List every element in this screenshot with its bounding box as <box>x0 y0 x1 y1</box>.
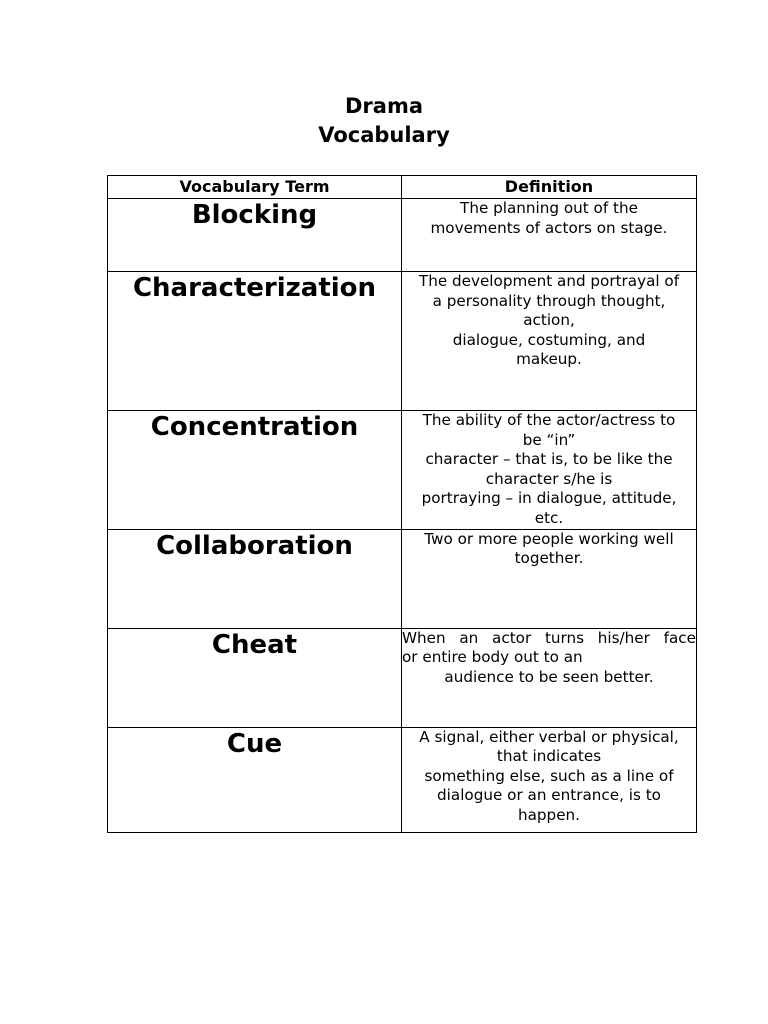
table-header-row <box>108 176 697 199</box>
definition-line: audience to be seen better. <box>444 667 654 686</box>
term-cell: Cue <box>108 727 402 832</box>
header-definition: Definition <box>402 176 697 199</box>
definition-cell <box>402 272 697 411</box>
term-cell: Concentration <box>108 411 402 530</box>
definition-line: a personality through thought, <box>432 291 666 310</box>
definition-line: be “in” <box>522 430 576 449</box>
definition-line: that indicates <box>496 747 602 766</box>
definition-line: When an actor turns his/her face <box>402 628 696 647</box>
definition-line: A signal, either verbal or physical, <box>419 727 679 746</box>
definition-line: The planning out of the <box>460 199 638 217</box>
table-row <box>108 727 697 832</box>
definition-line: dialogue, costuming, and <box>452 330 646 349</box>
definition-line: happen. <box>517 805 580 824</box>
definition-cell <box>402 727 697 832</box>
definition-cell <box>402 529 697 628</box>
definition-line: The development and portrayal of <box>418 272 680 290</box>
definition-line: etc. <box>534 508 564 527</box>
definition-line: action, <box>523 311 575 330</box>
header-vocabulary-term: Vocabulary Term <box>108 176 402 199</box>
term-cell: Blocking <box>108 199 402 272</box>
definition-line: something else, such as a line of <box>424 766 674 785</box>
definition-line: together. <box>514 549 584 568</box>
table-row <box>108 199 697 272</box>
definition-line: or entire body out to an <box>402 648 583 667</box>
definition-line: character s/he is <box>485 469 613 488</box>
vocabulary-table <box>107 175 697 833</box>
table-row <box>108 411 697 530</box>
title-line-2: Vocabulary <box>318 123 450 147</box>
definition-line: makeup. <box>516 350 582 369</box>
definition-cell <box>402 628 697 727</box>
term-cell: Collaboration <box>108 529 402 628</box>
table-row <box>108 272 697 411</box>
term-cell: Characterization <box>108 272 402 411</box>
definition-line: movements of actors on stage. <box>430 218 668 237</box>
title-line-1: Drama <box>344 94 423 118</box>
page-title <box>0 92 768 150</box>
definition-cell <box>402 411 697 530</box>
definition-cell <box>402 199 697 272</box>
definition-line: dialogue or an entrance, is to <box>437 786 661 805</box>
table-row <box>108 529 697 628</box>
definition-line: character – that is, to be like the <box>425 450 673 469</box>
definition-line: Two or more people working well <box>424 529 674 548</box>
term-cell: Cheat <box>108 628 402 727</box>
definition-line: portraying – in dialogue, attitude, <box>421 489 677 508</box>
table-row <box>108 628 697 727</box>
definition-line: The ability of the actor/actress to <box>422 411 676 429</box>
